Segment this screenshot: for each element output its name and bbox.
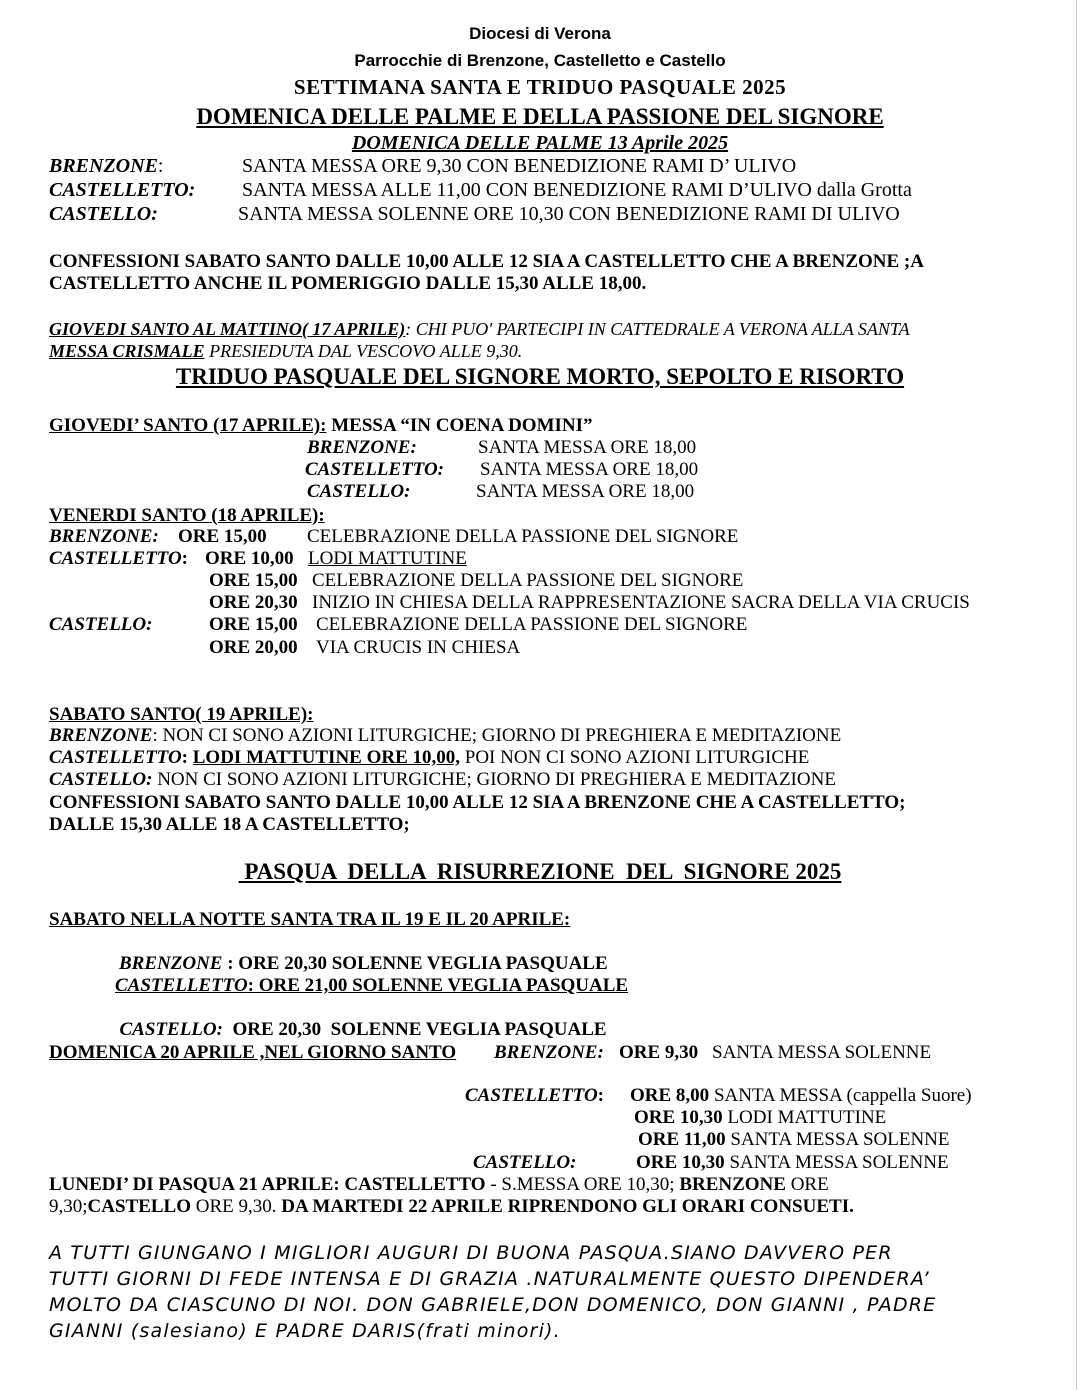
sabato-castello-text: NON CI SONO AZIONI LITURGICHE; GIORNO DI PREGHIERA E MEDITAZIONE <box>152 769 836 790</box>
palme-brenzone-text: SANTA MESSA ORE 9,30 CON BENEDIZIONE RAMI D’ ULIVO <box>242 155 797 177</box>
veglia-castelletto-text: : ORE 21,00 SOLENNE VEGLIA PASQUALE <box>247 975 629 996</box>
service-text: SANTA MESSA SOLENNE <box>724 1152 949 1173</box>
sabato-castello-row <box>49 769 836 791</box>
time-label: ORE 10,30 <box>634 1107 723 1128</box>
auguri-line-2: TUTTI GIORNI DI FEDE INTENSA E DI GRAZIA .NATURALMENTE QUESTO DIPENDERA’ <box>49 1268 930 1290</box>
place-label: BRENZONE: <box>49 526 159 547</box>
domenica-castelletto-line-3 <box>638 1129 950 1151</box>
palme-castello-label: CASTELLO: <box>49 203 158 225</box>
place-label: BRENZONE <box>679 1174 786 1195</box>
giovedi-castelletto-label: CASTELLETTO: <box>305 459 444 480</box>
place-label: CASTELLETTO <box>49 747 182 768</box>
crismale-line-1 <box>49 318 910 340</box>
place-label: CASTELLO <box>87 1196 192 1217</box>
giovedi-brenzone-label: BRENZONE: <box>307 437 417 458</box>
time-label: ORE 8,00 <box>630 1085 710 1106</box>
place-label: CASTELLO: <box>49 769 153 790</box>
service-text: SANTA MESSA (cappella Suore) <box>709 1085 972 1106</box>
veglia-brenzone-text: : ORE 20,30 SOLENNE VEGLIA PASQUALE <box>222 953 608 974</box>
domenica-castelletto-line-2 <box>634 1107 886 1129</box>
veglia-castelletto-row <box>115 975 628 997</box>
domenica-castello-label: CASTELLO: <box>473 1152 577 1173</box>
venerdi-heading: VENERDI SANTO (18 APRILE): <box>49 505 325 526</box>
sabato-confessioni-2: DALLE 15,30 ALLE 18 A CASTELLETTO; <box>49 814 410 835</box>
venerdi-brenzone-row <box>49 526 159 548</box>
sabato-heading: SABATO SANTO( 19 APRILE): <box>49 704 314 725</box>
lunedi-line-1 <box>49 1174 829 1196</box>
place-label: CASTELLETTO <box>465 1085 598 1106</box>
lunedi-heading: LUNEDI’ DI PASQUA 21 APRILE: CASTELLETTO <box>49 1174 486 1195</box>
lunedi-line-2 <box>49 1196 854 1218</box>
palme-brenzone-row: BRENZONE: <box>49 155 164 177</box>
palme-castello-text: SANTA MESSA SOLENNE ORE 10,30 CON BENEDIZIONE RAMI DI ULIVO <box>238 203 900 225</box>
palme-castelletto-text: SANTA MESSA ALLE 11,00 CON BENEDIZIONE RAMI D’ULIVO dalla Grotta <box>242 179 912 201</box>
venerdi-castelletto-text-3: INIZIO IN CHIESA DELLA RAPPRESENTAZIONE SACRA DELLA VIA CRUCIS <box>312 592 970 613</box>
veglia-brenzone-row <box>119 953 608 975</box>
giovedi-castello-label: CASTELLO: <box>307 481 411 502</box>
crismale-text-2: PRESIEDUTA DAL VESCOVO ALLE 9,30. <box>204 341 523 361</box>
domenica-heading: DOMENICA 20 APRILE ,NEL GIORNO SANTO <box>49 1042 457 1063</box>
venerdi-castello-label: CASTELLO: <box>49 614 153 635</box>
time-label: ORE 10,30 <box>636 1152 725 1173</box>
giovedi-heading-rest: MESSA “IN COENA DOMINI” <box>326 415 593 436</box>
domenica-brenzone-time: ORE 9,30 <box>619 1042 699 1063</box>
veglia-castello-row <box>110 997 607 1041</box>
place-label: CASTELLETTO <box>49 548 182 569</box>
crismale-heading-2: MESSA CRISMALE <box>49 341 205 361</box>
auguri-line-1: A TUTTI GIUNGANO I MIGLIORI AUGURI DI BUONA PASQUA.SIANO DAVVERO PER <box>49 1242 893 1264</box>
crismale-heading: GIOVEDI SANTO AL MATTINO( 17 APRILE) <box>49 319 406 339</box>
lunedi-note: DA MARTEDI 22 APRILE RIPRENDONO GLI ORARI CONSUETI. <box>281 1196 854 1217</box>
domenica-castelletto-row: CASTELLETTO: <box>465 1085 604 1106</box>
crismale-text: : CHI PUO' PARTECIPI IN CATTEDRALE A VERONA ALLA SANTA <box>405 319 910 339</box>
palme-castelletto-label: CASTELLETTO: <box>49 179 196 201</box>
giovedi-brenzone-text: SANTA MESSA ORE 18,00 <box>478 437 697 458</box>
palme-date: DOMENICA DELLE PALME 13 Aprile 2025 <box>351 132 729 154</box>
auguri-line-4: GIANNI (salesiano) E PADRE DARIS(frati minori). <box>49 1320 561 1342</box>
veglia-castello-text: ORE 20,30 SOLENNE VEGLIA PASQUALE <box>222 1019 607 1040</box>
lunedi-text: ORE <box>785 1174 829 1195</box>
domenica-castello-line <box>636 1152 949 1174</box>
place-label: CASTELLO: <box>119 1019 223 1040</box>
confessioni-line-2: CASTELLETTO ANCHE IL POMERIGGIO DALLE 15,30 ALLE 18,00. <box>49 273 647 294</box>
venerdi-castelletto-time-2: ORE 15,00 <box>209 570 298 591</box>
venerdi-castello-time-2: ORE 20,00 <box>209 637 298 658</box>
venerdi-brenzone-text: CELEBRAZIONE DELLA PASSIONE DEL SIGNORE <box>307 526 739 547</box>
sabato-confessioni-1: CONFESSIONI SABATO SANTO DALLE 10,00 ALLE 12 SIA A BRENZONE CHE A CASTELLETTO; <box>49 792 906 813</box>
domenica-brenzone-text: SANTA MESSA SOLENNE <box>712 1042 932 1063</box>
venerdi-castelletto-time-1: ORE 10,00 <box>205 548 294 569</box>
giovedi-heading-row <box>49 415 593 437</box>
lunedi-text: - S.MESSA ORE 10,30; <box>485 1174 680 1195</box>
parishes-line: Parrocchie di Brenzone, Castelletto e Castello <box>354 51 726 70</box>
sabato-castelletto-row: CASTELLETTO: LODI MATTUTINE ORE 10,00, POI NON CI SONO AZIONI LITURGICHE <box>49 747 810 768</box>
confessioni-line-1: CONFESSIONI SABATO SANTO DALLE 10,00 ALLE 12 SIA A CASTELLETTO CHE A BRENZONE ;A <box>49 251 924 272</box>
service-text: LODI MATTUTINE <box>722 1107 887 1128</box>
venerdi-castelletto-time-3: ORE 20,30 <box>209 592 298 613</box>
domenica-castelletto-line-1 <box>630 1085 972 1107</box>
lunedi-text: 9,30; <box>49 1196 88 1217</box>
venerdi-brenzone-time: ORE 15,00 <box>178 526 267 547</box>
time-label: ORE 11,00 <box>638 1129 726 1150</box>
venerdi-castello-time-1: ORE 15,00 <box>209 614 298 635</box>
domenica-brenzone-label: BRENZONE: <box>494 1042 604 1063</box>
venerdi-castello-text-2: VIA CRUCIS IN CHIESA <box>316 637 521 658</box>
giovedi-heading: GIOVEDI’ SANTO (17 APRILE): <box>49 415 327 436</box>
lunedi-text: ORE 9,30. <box>191 1196 282 1217</box>
auguri-line-3: MOLTO DA CIASCUNO DI NOI. DON GABRIELE,DON DOMENICO, DON GIANNI , PADRE <box>49 1294 937 1316</box>
venerdi-castelletto-row: CASTELLETTO: <box>49 548 188 569</box>
place-label: BRENZONE <box>49 725 153 746</box>
sabato-castelletto-lodi: LODI MATTUTINE ORE 10,00, <box>192 747 461 768</box>
place-label: BRENZONE <box>119 953 223 974</box>
palme-subtitle: DOMENICA DELLE PALME E DELLA PASSIONE DEL SIGNORE <box>196 104 884 129</box>
giovedi-castelletto-text: SANTA MESSA ORE 18,00 <box>480 459 699 480</box>
triduo-title: TRIDUO PASQUALE DEL SIGNORE MORTO, SEPOLTO E RISORTO <box>175 364 905 389</box>
sabato-castelletto-text: POI NON CI SONO AZIONI LITURGICHE <box>460 747 810 768</box>
diocese-line: Diocesi di Verona <box>469 24 611 43</box>
crismale-line-2 <box>49 340 522 362</box>
venerdi-castello-text-1: CELEBRAZIONE DELLA PASSIONE DEL SIGNORE <box>316 614 748 635</box>
service-text: SANTA MESSA SOLENNE <box>725 1129 950 1150</box>
page-title: SETTIMANA SANTA E TRIDUO PASQUALE 2025 <box>293 75 787 99</box>
sabato-brenzone-text: NON CI SONO AZIONI LITURGICHE; GIORNO DI PREGHIERA E MEDITAZIONE <box>157 725 842 746</box>
place-label: CASTELLETTO <box>115 975 248 996</box>
veglia-heading: SABATO NELLA NOTTE SANTA TRA IL 19 E IL 20 APRILE: <box>49 909 571 930</box>
venerdi-castelletto-text-1: LODI MATTUTINE <box>308 548 467 569</box>
place-label: BRENZONE <box>49 155 158 177</box>
giovedi-castello-text: SANTA MESSA ORE 18,00 <box>476 481 695 502</box>
venerdi-castelletto-text-2: CELEBRAZIONE DELLA PASSIONE DEL SIGNORE <box>312 570 744 591</box>
pasqua-title: PASQUA DELLA RISURREZIONE DEL SIGNORE 2025 <box>238 859 842 884</box>
page-border <box>1076 0 1077 1390</box>
sabato-brenzone-row: BRENZONE: NON CI SONO AZIONI LITURGICHE; GIORNO DI PREGHIERA E MEDITAZIONE <box>49 725 842 746</box>
